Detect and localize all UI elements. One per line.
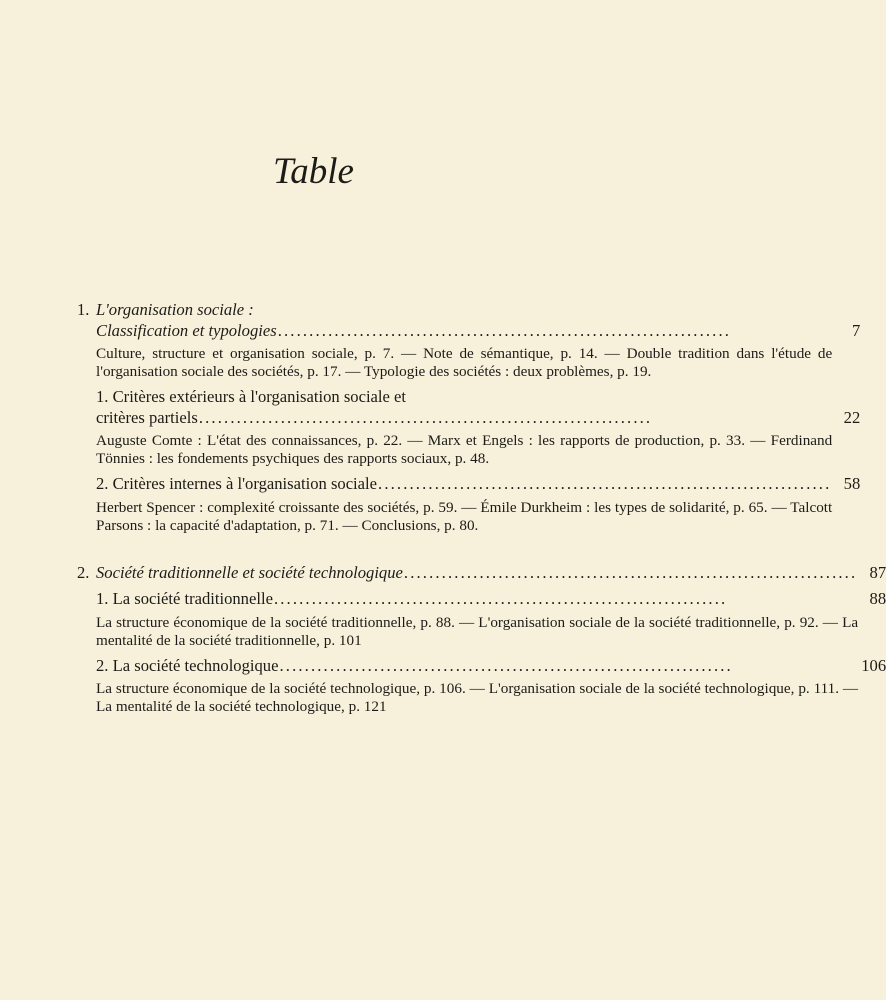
- chapter-page-number: 87: [869, 562, 886, 582]
- section-2-1: [96, 589, 886, 650]
- chapter-1: [77, 300, 861, 535]
- dot-leader: [378, 474, 828, 495]
- chapter-number: 2.: [77, 562, 90, 582]
- dot-leader: [404, 563, 854, 584]
- chapter-page-number: 7: [851, 320, 861, 340]
- table-of-contents: [77, 300, 886, 716]
- chapter-number: 1.: [77, 300, 90, 319]
- section-summary: La structure économique de la société traditionnelle, p. 88. — L'organisation sociale de la société traditionnelle, p. 92. — La mentalité de la société traditionnelle, p. 101: [96, 613, 859, 649]
- chapter-summary: Culture, structure et organisation sociale, p. 7. — Note de sémantique, p. 14. — Double tradition dans l'étude de l'organisation sociale des sociétés, p. 17. — Typologie des sociétés : deux problèmes, p. 19.: [96, 345, 833, 380]
- dot-leader: [274, 589, 854, 610]
- section-summary: La structure économique de la société technologique, p. 106. — L'organisation sociale de la société technologique, p. 111. — La mentalité de la société technologique, p. 121: [96, 680, 859, 715]
- chapter-2: [77, 562, 886, 717]
- page-title: Table: [273, 151, 354, 192]
- dot-leader: [279, 656, 854, 677]
- section-title-line1: 1. Critères extérieurs à l'organisation sociale et: [96, 387, 407, 406]
- section-summary: Auguste Comte : L'état des connaissances, p. 22. — Marx et Engels : les rapports de production, p. 33. — Ferdinand Tönnies : les fondements psychiques des rapports sociaux, p. 48.: [96, 432, 833, 467]
- section-summary: Herbert Spencer : complexité croissante des sociétés, p. 59. — Émile Durkheim : les types de solidarité, p. 65. — Talcott Parsons : la capacité d'adaptation, p. 71. — Conclusions, p. 80.: [96, 498, 833, 534]
- section-title: 2. La société technologique: [96, 655, 279, 675]
- section-page-number: 58: [843, 474, 861, 493]
- section-page-number: 106: [861, 655, 886, 675]
- section-title-line2: critères partiels: [96, 407, 198, 427]
- section-1-2: [96, 474, 861, 535]
- section-2-2: [96, 655, 886, 717]
- section-1-1: [96, 387, 861, 468]
- section-page-number: 22: [843, 407, 861, 427]
- chapter-title: Société traditionnelle et société technologique: [96, 562, 403, 582]
- section-title: 1. La société traditionnelle: [96, 589, 273, 608]
- chapter-title-line2: Classification et typologies: [96, 320, 277, 340]
- chapter-title-line1: L'organisation sociale :: [96, 300, 254, 319]
- dot-leader: [199, 408, 828, 429]
- dot-leader: [278, 321, 829, 342]
- section-title: 2. Critères internes à l'organisation sociale: [96, 474, 378, 493]
- section-page-number: 88: [869, 589, 886, 608]
